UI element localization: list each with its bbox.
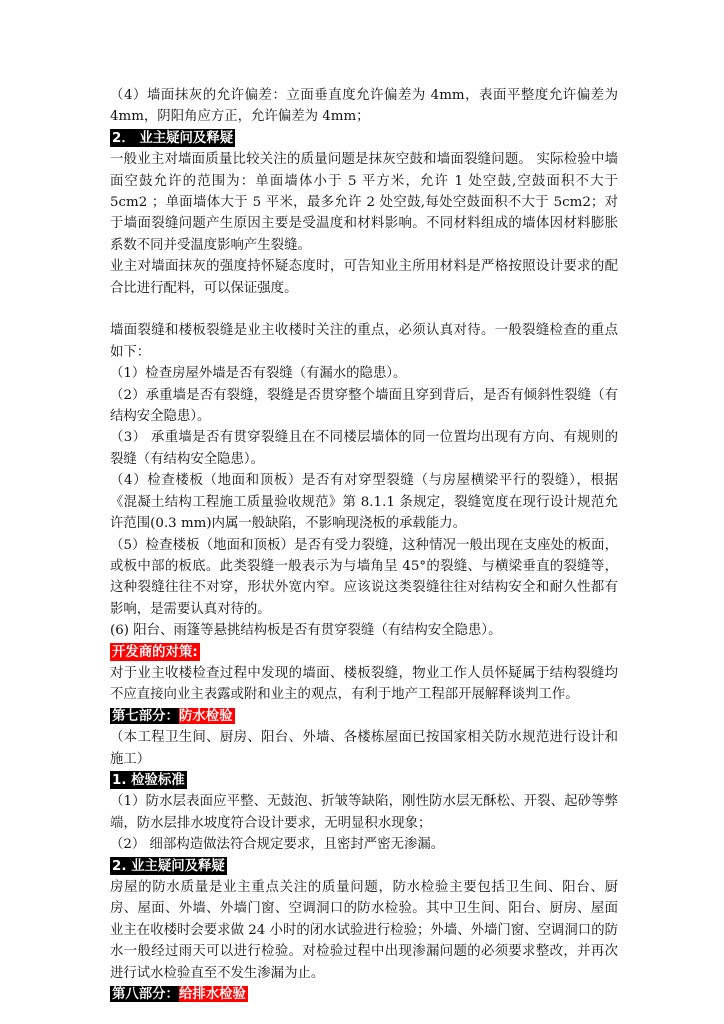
list-item-crack-2: （2）承重墙是否有裂缝，裂缝是否贯穿整个墙面且穿到背后，是否有倾斜性裂缝（有结构安全隐患）。 [110,387,618,425]
section-heading-owner-questions-2: 2. 业主疑问及释疑 [112,858,225,874]
section-heading-owner-questions: 2． 业主疑问及释疑 [112,130,234,146]
paragraph-plaster-tolerance: （4）墙面抹灰的允许偏差：立面垂直度允许偏差为 4mm，表面平整度允许偏差为 4mm，阴阳角应方正，允许偏差为 4mm； [110,88,618,125]
part-heading-number: 第七部分： [112,708,179,724]
list-item-crack-4: （4）检查楼板（地面和顶板）是否有对穿型裂缝（与房屋横梁平行的裂缝），根据《混凝土结构工程施工质量验收规范》第 8.1.1 条规定，裂缝宽度在现行设计规范允许范围(0.3 mm)内属一般缺陷，不影响现浇板的承载能力。 [110,473,618,532]
paragraph-waterproof-inspection: 房屋的防水质量是业主重点关注的质量问题，防水检验主要包括卫生间、阳台、厨房、屋面、外墙、外墙门窗、空调洞口的防水检验。其中卫生间、阳台、厨房、屋面业主在收楼时会要求做 24 小时的闭水试验进行检验；外墙、外墙门窗、空调洞口的防水一般经过雨天可以进行检验。对检验过程中出现渗漏问题的必须要求整改，并再次进行试水检验直至不发生渗漏为止。 [110,880,618,981]
blank-line [110,299,618,320]
part-heading-title: 防水检验 [178,708,233,724]
list-item-crack-3: （3） 承重墙是否有贯穿裂缝且在不同楼层墙体的同一位置均出现有方向、有规则的裂缝（有结构安全隐患）。 [110,430,618,467]
document-page [110,85,618,1005]
part-heading-number-2: 第八部分： [112,987,179,1003]
list-item-crack-5: （5）检查楼板（地面和顶板）是否有受力裂缝，这种情况一般出现在支座处的板面，或板中部的板底。此类裂缝一般表示为与墙角呈 45°的裂缝、与横梁垂直的裂缝等，这种裂缝往往不对穿，形状外宽内窄。应该说这类裂缝往往对结构安全和耐久性都有影响，是需要认真对待的。 [110,537,618,617]
part-heading-plumbing [110,986,248,1003]
list-item-crack-1: （1）检查房屋外墙是否有裂缝（有漏水的隐患）。 [110,366,407,382]
paragraph-waterproof-scope: （本工程卫生间、厨房、阳台、外墙、各楼栋屋面已按国家相关防水规范进行设计和施工） [110,730,618,767]
list-item-standard-1: （1）防水层表面应平整、无鼓泡、折皱等缺陷，刚性防水层无酥松、开裂、起砂等弊端，防水层排水坡度符合设计要求，无明显积水现象； [110,794,618,831]
part-heading-waterproofing [110,708,235,725]
paragraph-developer-strategy: 对于业主收楼检查过程中发现的墙面、楼板裂缝，物业工作人员怀疑属于结构裂缝均不应直接向业主表露或附和业主的观点，有利于地产工程部开展解释谈判工作。 [110,665,618,703]
part-heading-title-2: 给排水检验 [178,987,246,1003]
paragraph-plaster-strength: 业主对墙面抹灰的强度持怀疑态度时，可告知业主所用材料是严格按照设计要求的配合比进行配料，可以保证强度。 [110,259,618,296]
section-heading-developer-strategy: 开发商的对策: [112,644,198,660]
list-item-crack-6: (6) 阳台、雨篷等悬挑结构板是否有贯穿裂缝（有结构安全隐患）。 [110,623,502,639]
section-heading-inspection-standard: 1. 检验标准 [112,772,185,788]
list-item-standard-2: （2） 细部构造做法符合规定要求，且密封严密无渗漏。 [110,837,445,853]
paragraph-hollow-crack-concerns: 一般业主对墙面质量比较关注的质量问题是抹灰空鼓和墙面裂缝问题。 实际检验中墙面空鼓允许的范围为：单面墙体小于 5 平方米，允许 1 处空鼓,空鼓面积不大于 5cm2 ；单面墙体大于 5 平米，最多允许 2 处空鼓,每处空鼓面积不大于 5cm2；对于墙面裂缝问题产生原因主要是受温度和材料影响。不同材料组成的墙体因材料膨胀系数不同并受温度影响产生裂缝。 [110,152,618,253]
paragraph-crack-inspection-intro: 墙面裂缝和楼板裂缝是业主收楼时关注的重点，必须认真对待。一般裂缝检查的重点如下： [110,323,618,360]
